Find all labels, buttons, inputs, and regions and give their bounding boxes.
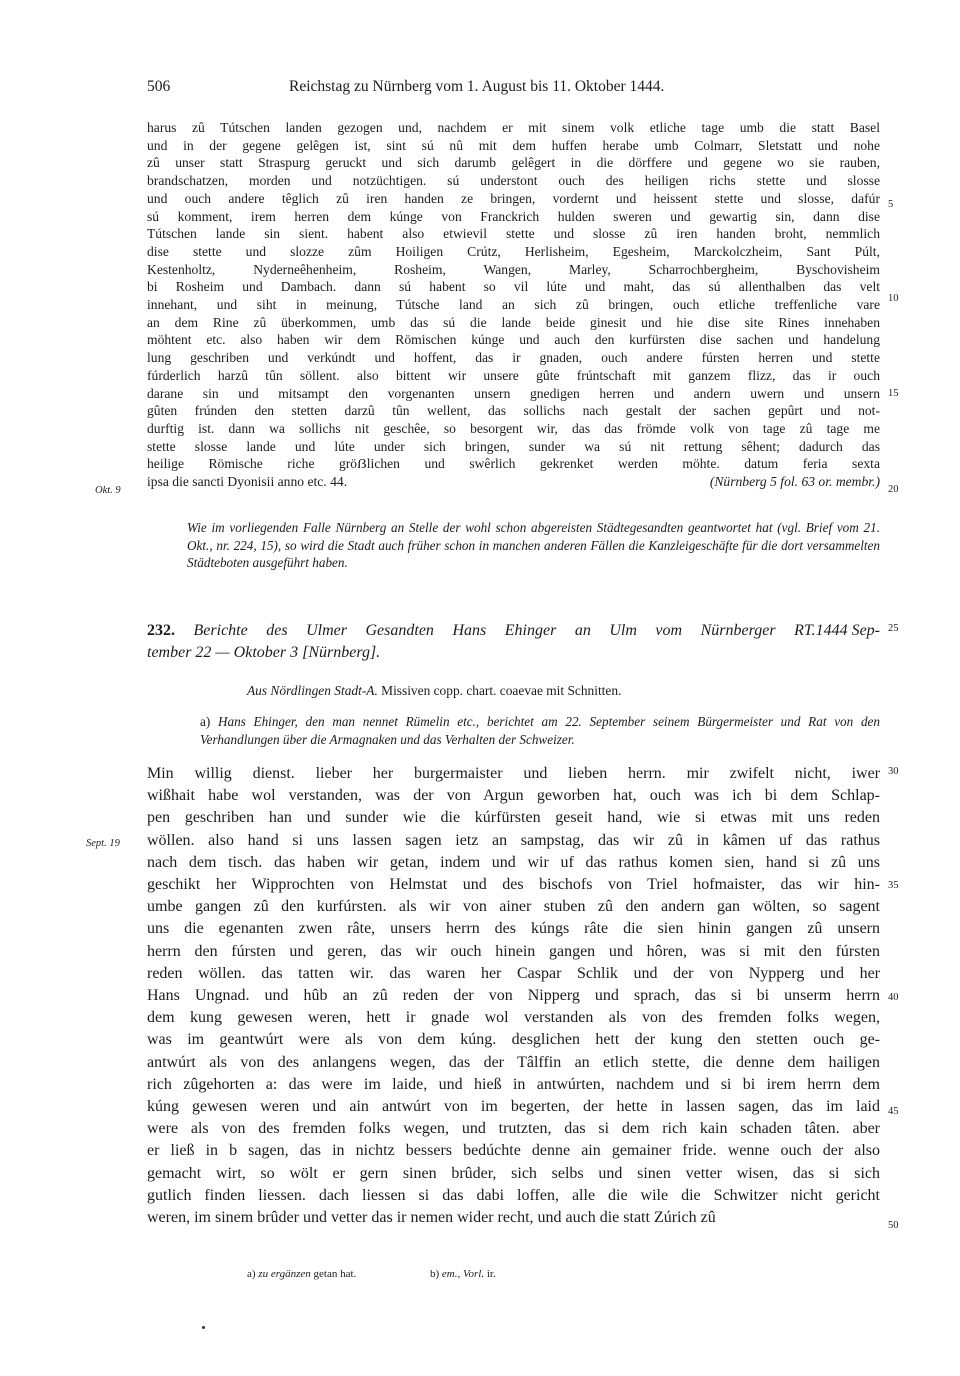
text-line: Kestenholtz, Nyderneêhenheim, Rosheim, Wangen, Marley, Scharrochbergheim, Byschovisheim bbox=[147, 261, 880, 277]
source-note bbox=[247, 683, 621, 699]
text-line: ipsa die sancti Dyonisii anno etc. 44. bbox=[147, 474, 348, 490]
text-line: Tútschen lande sin sient. habent also etwievil stette und slosse zû iren handen broht, nemmlich bbox=[147, 226, 880, 242]
margin-note-sept19: Sept. 19 bbox=[86, 838, 120, 849]
source-description: Missiven copp. chart. coaevae mit Schnitten. bbox=[377, 683, 622, 698]
text-line: pen geschriben han und sunder wie die kúrfürsten geseit hand, wie si etwas mit uns reden bbox=[147, 809, 880, 827]
text-line: was im geantwúrt were als von dem kúng. desglichen hett der kung den stetten ouch ge- bbox=[147, 1031, 880, 1049]
text-line: gûten frúnden den stetten darzû tûn wellent, das sollichs nach gestalt der sachen gepûrt und not- bbox=[147, 403, 880, 419]
page-number: 506 bbox=[147, 78, 171, 95]
document-date-part2: tember 22 — Oktober 3 [Nürnberg]. bbox=[147, 644, 381, 661]
line-number: 50 bbox=[888, 1220, 899, 1231]
text-line: herrn den fúrsten und geren, das wir ouch hinein gangen und hôren, was si mit den fúrsten bbox=[147, 942, 880, 960]
text-line: zû unser statt Straspurg geruckt und sich darumb gelêgert in die dörffere und gegene wo sie rauben, bbox=[147, 155, 880, 171]
source-archive: Aus Nördlingen Stadt-A. bbox=[247, 683, 378, 698]
text-line: durftig ist. dann wa sollichs nit geschêe, so besorgent wir, das das frömde volk von tage zû tage me bbox=[147, 420, 880, 436]
body-text-block-1 bbox=[147, 119, 880, 491]
subsection-label: a) bbox=[200, 714, 218, 729]
line-number: 15 bbox=[888, 388, 899, 399]
text-line: kúng gewesen weren und ain antwúrt von im begerten, der hette in lassen sagen, das im laid bbox=[147, 1098, 880, 1116]
text-line: were als von des fremden folks wegen, und trutzten, das si dem rich kain schaden tâten. aber bbox=[147, 1120, 880, 1138]
text-line: antwúrt als von des anlangens wegen, das der Tâlffin an etlich stette, die denne dem hailigen bbox=[147, 1053, 880, 1071]
document-date-part1: 1444 Sep- bbox=[815, 622, 880, 639]
line-number: 45 bbox=[888, 1106, 899, 1117]
text-line: stette slosse lande und lúte under sich bringen, sunder wa sú nit rettung sêhent; dadurch das bbox=[147, 438, 880, 454]
line-number: 25 bbox=[888, 623, 899, 634]
text-line: rich zûgehorten a: das were im laide, und hieß in antwúrten, nachdem und si bi irem herrn dem bbox=[147, 1075, 880, 1093]
line-number: 5 bbox=[888, 199, 894, 210]
margin-note-okt9: Okt. 9 bbox=[95, 485, 121, 496]
text-line: dise stette und slozze zûm Hoiligen Crútz, Herlisheim, Egesheim, Marckolczheim, Sant Púlt, bbox=[147, 243, 880, 259]
text-line: lung geschriben und verkúndt und hoffent, das ir gnaden, ouch andere fúrsten herren und stette bbox=[147, 350, 880, 366]
text-line: Min willig dienst. lieber her burgermaister und lieben herrn. mir zwifelt nicht, iwer bbox=[147, 765, 880, 782]
text-line: sú komment, irem herren dem kúnge von Franckrich hulden sweren und gewartig sin, dann dise bbox=[147, 208, 880, 224]
footnote-a: a) zu ergänzen getan hat. bbox=[247, 1268, 357, 1280]
text-line: und ouch andere têglich zû iren handen ze bringen, vordernt und heissent stette und slosse, dafúr bbox=[147, 190, 880, 206]
text-line: möhtent etc. also haben wir dem Römischen kúnge und auch den kurfürsten dise sachen und handelung bbox=[147, 332, 880, 348]
running-header bbox=[147, 78, 880, 100]
subsection-text: Hans Ehinger, den man nennet Rümelin etc., berichtet am 22. September seinem Bürgermeister und Rat von den Verhandlungen über die Armagnaken und das Verhalten der Schweizer. bbox=[200, 714, 880, 747]
line-number: 20 bbox=[888, 484, 899, 495]
text-line: uns die egenanten zwen râte, unsers herrn des kúngs râte die sien hinin gangen zû unsern bbox=[147, 920, 880, 938]
text-line: Hans Ungnad. und hûb an zû reden der von Nipperg und sprach, das si bi unserm herrn bbox=[147, 987, 880, 1005]
line-number: 10 bbox=[888, 293, 899, 304]
text-line: darane sin und mitsampt den vorgenanten unsern gnedigen herren und andern uwern und unsern bbox=[147, 385, 880, 401]
editorial-note: Wie im vorliegenden Falle Nürnberg an Stelle der wohl schon abgereisten Städtegesandten geantwortet hat (vgl. Brief vom 21. Okt., nr. 224, 15), so wird die Stadt auch früher schon in manchen anderen Fällen die Kanzleigeschäfte für die dort versammelten Städteboten ausgeführt haben. bbox=[187, 520, 880, 571]
text-line: weren, im sinem brûder und vetter das ir nemen wider recht, und auch die statt Zúrich zû bbox=[147, 1209, 716, 1227]
document-title-text: Berichte des Ulmer Gesandten Hans Ehinger an Ulm vom Nürnberger RT. bbox=[193, 622, 816, 639]
text-line: dem kung gewesen weren, hett ir gnade wol verstanden als von des fremden folks wegen, bbox=[147, 1009, 880, 1027]
text-line: er ließ in b sagen, das in nichtz bessers bedúchte denne ain gemainer fride. wenne ouch der also bbox=[147, 1142, 880, 1160]
ink-speck bbox=[202, 1326, 205, 1329]
text-line: innehant, und siht in meinung, Tútsche land an sich zû bringen, ouch etliche treffenliche vare bbox=[147, 297, 880, 313]
text-line: harus zû Tútschen landen gezogen und, nachdem er mit sinem volk etliche tage umb die statt Basel bbox=[147, 120, 880, 135]
text-line: nach dem tisch. das haben wir getan, indem und wir uf das rathus komen sien, hand si zû uns bbox=[147, 853, 880, 871]
subsection-a bbox=[200, 713, 880, 748]
text-line: reden wöllen. das tatten wir. das waren her Caspar Schlik und der von Nypperg und her bbox=[147, 964, 880, 982]
text-line: umbe gangen zû den kurfúrsten. als wir von ainer stuben zû den andern gan wölten, so sagent bbox=[147, 898, 880, 916]
body-text-block-2 bbox=[147, 763, 880, 1229]
text-line: und in der gegene gelêgen ist, sint sú nû mit dem huffen herabe umb Colmarr, Sletstatt und nohe bbox=[147, 137, 880, 153]
document-number: 232. bbox=[147, 622, 175, 639]
text-line: wöllen. also hand si uns lassen sagen ietz an sampstag, das wir zû in kâmen uf das rathus bbox=[147, 831, 880, 849]
document-title bbox=[147, 620, 880, 664]
text-line: heilige Römische riche gröẞlichen und swêrlich gekrenket werden möhte. datum feria sexta bbox=[147, 456, 880, 472]
line-number: 30 bbox=[888, 766, 899, 777]
line-number: 35 bbox=[888, 880, 899, 891]
text-line: fúrderlich harzû tûn söllent. also bittent wir unsere gûte frúntschaft mit ganzem flizz, das ir ouch bbox=[147, 367, 880, 383]
source-reference: (Nürnberg 5 fol. 63 or. membr.) bbox=[709, 474, 880, 490]
footnote-b: b) em., Vorl. ir. bbox=[430, 1268, 496, 1280]
text-line: gemacht wirt, so wölt er gern sinen brûder, sich selbs und sinen vetter wisen, das si sich bbox=[147, 1164, 880, 1182]
text-line: wißhait habe wol verstanden, was der von Argun geworben hat, ouch was ich bi dem Schlap- bbox=[147, 787, 880, 805]
text-line: gutlich finden liessen. dach liessen si das dabi loffen, alle die wile die Schwitzer nicht gericht bbox=[147, 1186, 880, 1204]
running-head-title: Reichstag zu Nürnberg vom 1. August bis 11. Oktober 1444. bbox=[289, 78, 665, 95]
text-line: brandschatzen, morden und notzüchtigen. sú understont ouch des heiligen richs stette und slosse bbox=[147, 173, 880, 189]
text-line: bi Rosheim und Dambach. dann sú habent so vil lúte und maht, das sú allenthalben das velt bbox=[147, 279, 880, 295]
line-number: 40 bbox=[888, 992, 899, 1003]
text-line: geschikt her Wipprochten von Helmstat und des bischofs von Triel hofmaister, das wir hin- bbox=[147, 876, 880, 894]
text-line: an dem Rine zû überkommen, umb das sú die lande beide ginesit und hie dise site Rines innehaben bbox=[147, 314, 880, 330]
